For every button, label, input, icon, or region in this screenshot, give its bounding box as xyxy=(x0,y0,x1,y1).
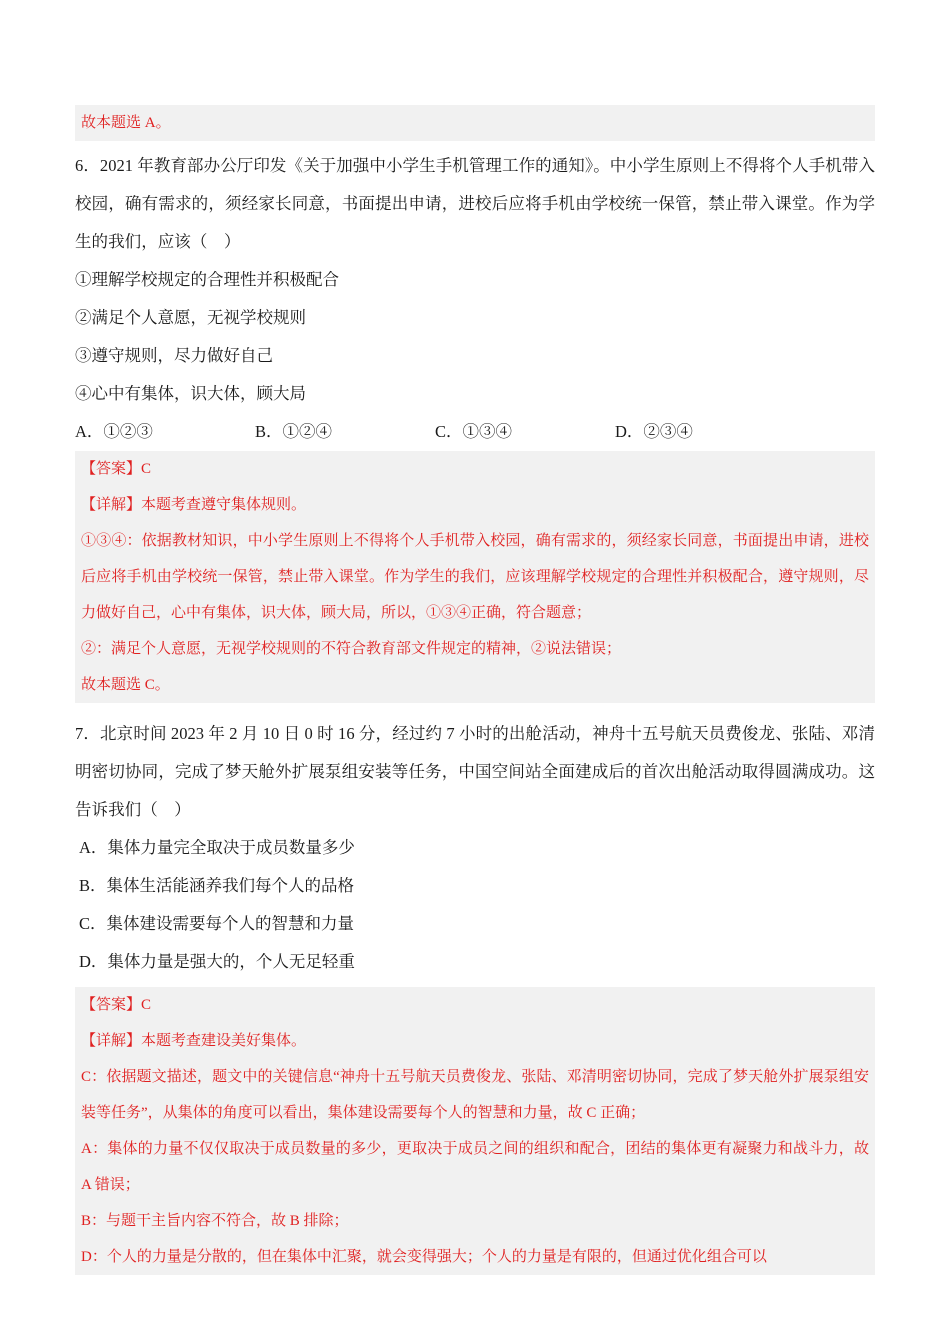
answer-tail-text: 故本题选 A。 xyxy=(81,115,171,131)
explanation-paragraph: B：与题干主旨内容不符合，故 B 排除； xyxy=(81,1213,349,1229)
explanation-paragraph: ②：满足个人意愿，无视学校规则的不符合教育部文件规定的精神，②说法错误； xyxy=(81,641,622,657)
page-top-margin xyxy=(75,0,875,105)
question-7-explanation-block xyxy=(75,987,875,1275)
explanation-heading: 【详解】本题考查建设美好集体。 xyxy=(81,1033,307,1049)
choice-option-c[interactable]: C．集体建设需要每个人的智慧和力量 xyxy=(79,914,355,933)
statement-item: ②满足个人意愿，无视学校规则 xyxy=(75,308,306,327)
explanation-heading: 【详解】本题考查遵守集体规则。 xyxy=(81,497,307,513)
previous-question-answer-tail xyxy=(75,105,875,141)
question-6-statements xyxy=(75,261,875,413)
choice-option-a[interactable]: A．①②③ xyxy=(75,422,153,441)
question-7-stem: 7．北京时间 2023 年 2 月 10 日 0 时 16 分，经过约 7 小时的出舱活动，神舟十五号航天员费俊龙、张陆、邓清明密切协同，完成了梦天舱外扩展泵组安装等任务，中国空间站全面建成后的首次出舱活动取得圆满成功。这告诉我们（ ） xyxy=(75,724,875,819)
explanation-paragraph: A：集体的力量不仅仅取决于成员数量的多少，更取决于成员之间的组织和配合，团结的集体更有凝聚力和战斗力，故 A 错误； xyxy=(81,1141,869,1193)
choice-option-d[interactable]: D．集体力量是强大的，个人无足轻重 xyxy=(79,952,355,971)
question-6-choices xyxy=(75,413,875,451)
choice-option-b[interactable]: B．①②④ xyxy=(255,422,333,441)
explanation-paragraph-cut: D：个人的力量是分散的，但在集体中汇聚，就会变得强大；个人的力量是有限的，但通过优化组合可以 xyxy=(81,1249,767,1265)
statement-item: ④心中有集体，识大体，顾大局 xyxy=(75,384,306,403)
question-6-explanation-block xyxy=(75,451,875,703)
question-7-choices xyxy=(75,829,875,981)
choice-option-c[interactable]: C．①③④ xyxy=(435,422,513,441)
spacer xyxy=(75,703,875,715)
explanation-paragraph: ①③④：依据教材知识，中小学生原则上不得将个人手机带入校园，确有需求的，须经家长同意，书面提出申请，进校后应将手机由学校统一保管，禁止带入课堂。作为学生的我们，应该理解学校规定的合理性并积极配合，遵守规则，尽力做好自己，心中有集体，识大体，顾大局，所以，①③④正确，符合题意； xyxy=(81,533,869,621)
answer-label: 【答案】C xyxy=(81,461,152,477)
answer-label: 【答案】C xyxy=(81,997,152,1013)
statement-item: ①理解学校规定的合理性并积极配合 xyxy=(75,270,339,289)
explanation-paragraph: C：依据题文描述，题文中的关键信息“神舟十五号航天员费俊龙、张陆、邓清明密切协同，完成了梦天舱外扩展泵组安装等任务”，从集体的角度可以看出，集体建设需要每个人的智慧和力量，故 C 正确； xyxy=(81,1069,869,1121)
choice-option-b[interactable]: B．集体生活能涵养我们每个人的品格 xyxy=(79,876,355,895)
question-6-stem: 6．2021 年教育部办公厅印发《关于加强中小学生手机管理工作的通知》。中小学生原则上不得将个人手机带入校园，确有需求的，须经家长同意，书面提出申请，进校后应将手机由学校统一保管，禁止带入课堂。作为学生的我们，应该（ ） xyxy=(75,156,875,251)
choice-option-d[interactable]: D．②③④ xyxy=(615,422,693,441)
choice-option-a[interactable]: A．集体力量完全取决于成员数量多少 xyxy=(79,838,355,857)
explanation-conclusion: 故本题选 C。 xyxy=(81,677,170,693)
statement-item: ③遵守规则，尽力做好自己 xyxy=(75,346,273,365)
